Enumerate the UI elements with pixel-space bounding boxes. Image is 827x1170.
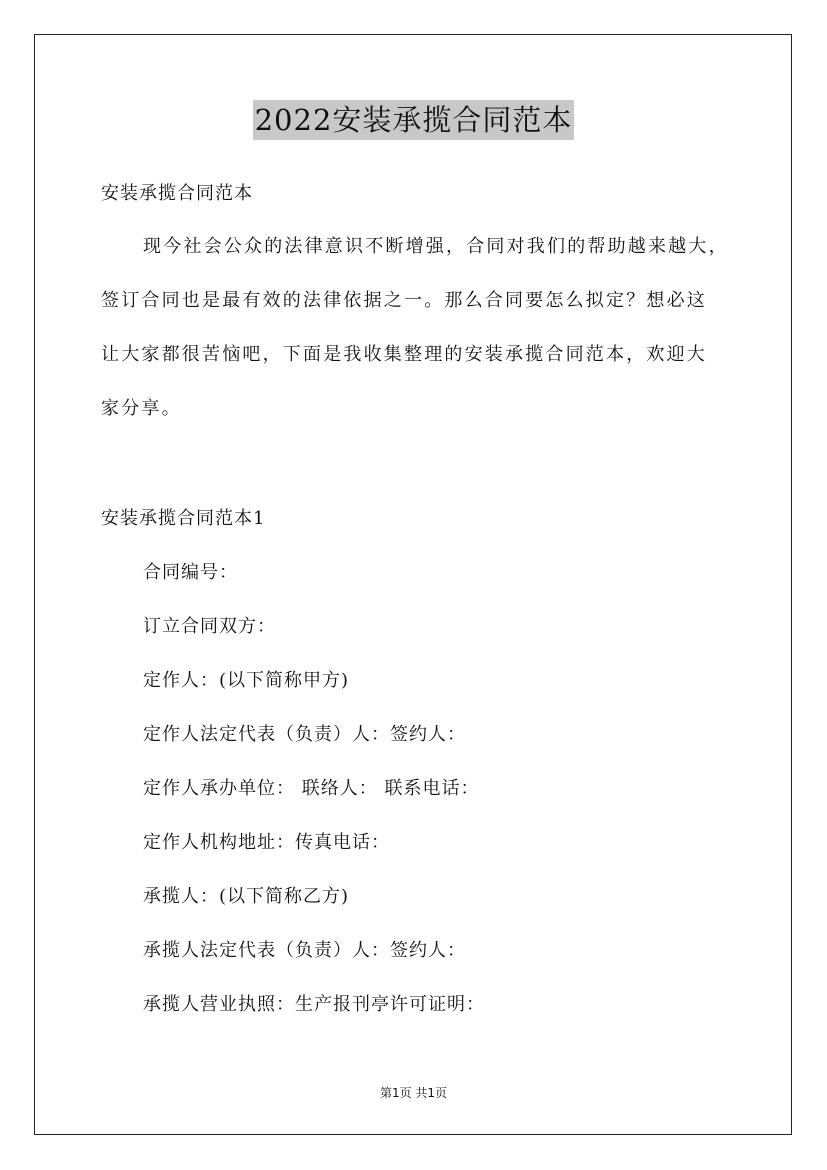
intro-line: 现今社会公众的法律意识不断增强，合同对我们的帮助越来越大， — [143, 236, 729, 257]
field-party-a-representative: 定作人法定代表（负责）人：签约人： — [143, 724, 466, 745]
field-party-a-contact: 定作人承办单位： 联络人： 联系电话： — [143, 778, 480, 799]
document-subtitle: 安装承揽合同范本 — [101, 183, 253, 204]
field-party-b-license: 承揽人营业执照：生产报刊亭许可证明： — [143, 994, 485, 1015]
page-footer: 第1页 共1页 — [379, 1086, 448, 1100]
intro-line: 签订合同也是最有效的法律依据之一。那么合同要怎么拟定？想必这 — [101, 290, 707, 311]
intro-line: 家分享。 — [101, 398, 182, 419]
document-title: 2022安装承揽合同范本 — [253, 100, 575, 140]
field-contract-number: 合同编号： — [143, 562, 238, 583]
field-party-b-representative: 承揽人法定代表（负责）人：签约人： — [143, 940, 466, 961]
intro-paragraph — [101, 220, 731, 436]
field-party-a: 定作人：(以下简称甲方) — [143, 670, 350, 691]
intro-line: 让大家都很苦恼吧，下面是我收集整理的安装承揽合同范本，欢迎大 — [101, 344, 707, 365]
document-title-wrap — [0, 100, 827, 140]
field-party-a-address: 定作人机构地址：传真电话： — [143, 832, 390, 853]
field-parties: 订立合同双方： — [143, 616, 276, 637]
section-title: 安装承揽合同范本1 — [101, 508, 266, 529]
field-party-b: 承揽人：(以下简称乙方) — [143, 886, 350, 907]
